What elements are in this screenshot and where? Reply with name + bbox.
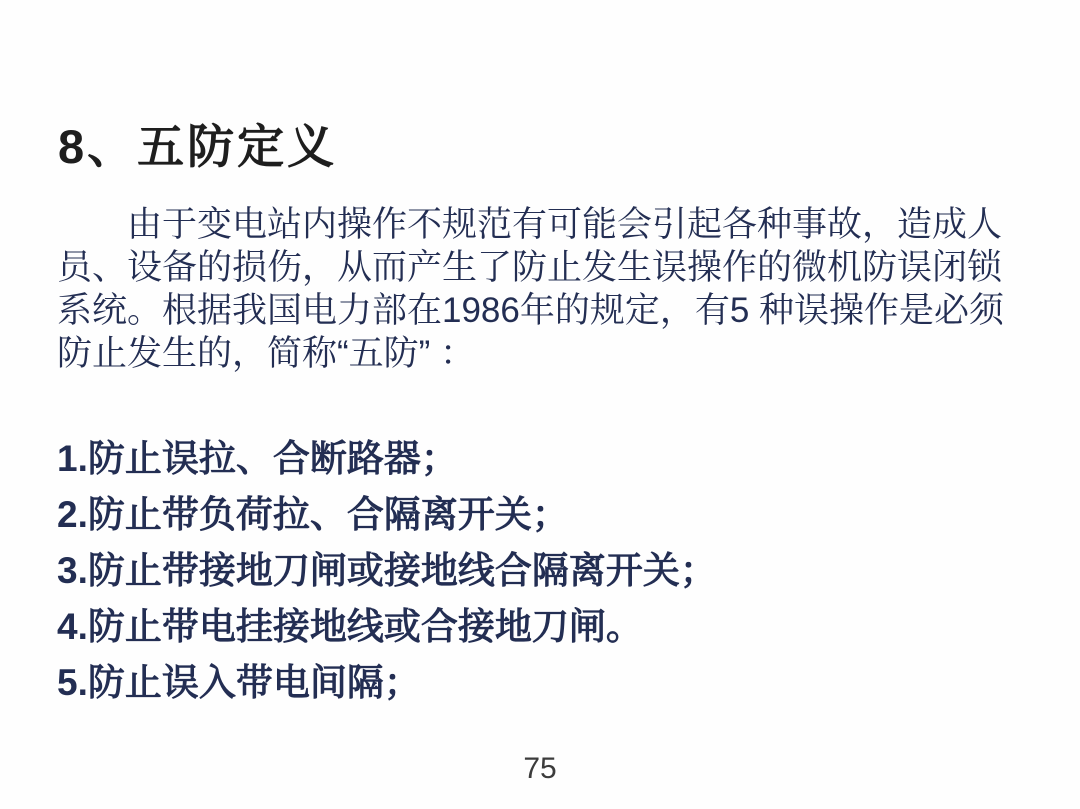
list-item-5: 5.防止误入带电间隔； bbox=[57, 662, 421, 703]
list-item-3: 3.防止带接地刀闸或接地线合隔离开关； bbox=[57, 550, 717, 591]
five-prevention-list bbox=[57, 431, 717, 711]
list-item-2: 2.防止带负荷拉、合隔离开关； bbox=[57, 494, 569, 535]
slide-title: 8、五防定义 bbox=[58, 120, 338, 173]
page-number: 75 bbox=[523, 752, 557, 785]
list-item-1: 1.防止误拉、合断路器； bbox=[57, 438, 458, 479]
paragraph-line: 由于变电站内操作不规范有可能会引起各种事故，造成人 bbox=[127, 205, 1003, 244]
intro-paragraph bbox=[57, 203, 1022, 375]
paragraph-line: 系统。根据我国电力部在1986年的规定，有5 种误操作是必须 bbox=[57, 291, 1005, 330]
paragraph-line: 员、设备的损伤，从而产生了防止发生误操作的微机防误闭锁 bbox=[57, 248, 1003, 287]
list-item-4: 4.防止带电挂接地线或合接地刀闸。 bbox=[57, 606, 643, 647]
paragraph-line: 防止发生的，简称“五防” ： bbox=[57, 334, 476, 373]
